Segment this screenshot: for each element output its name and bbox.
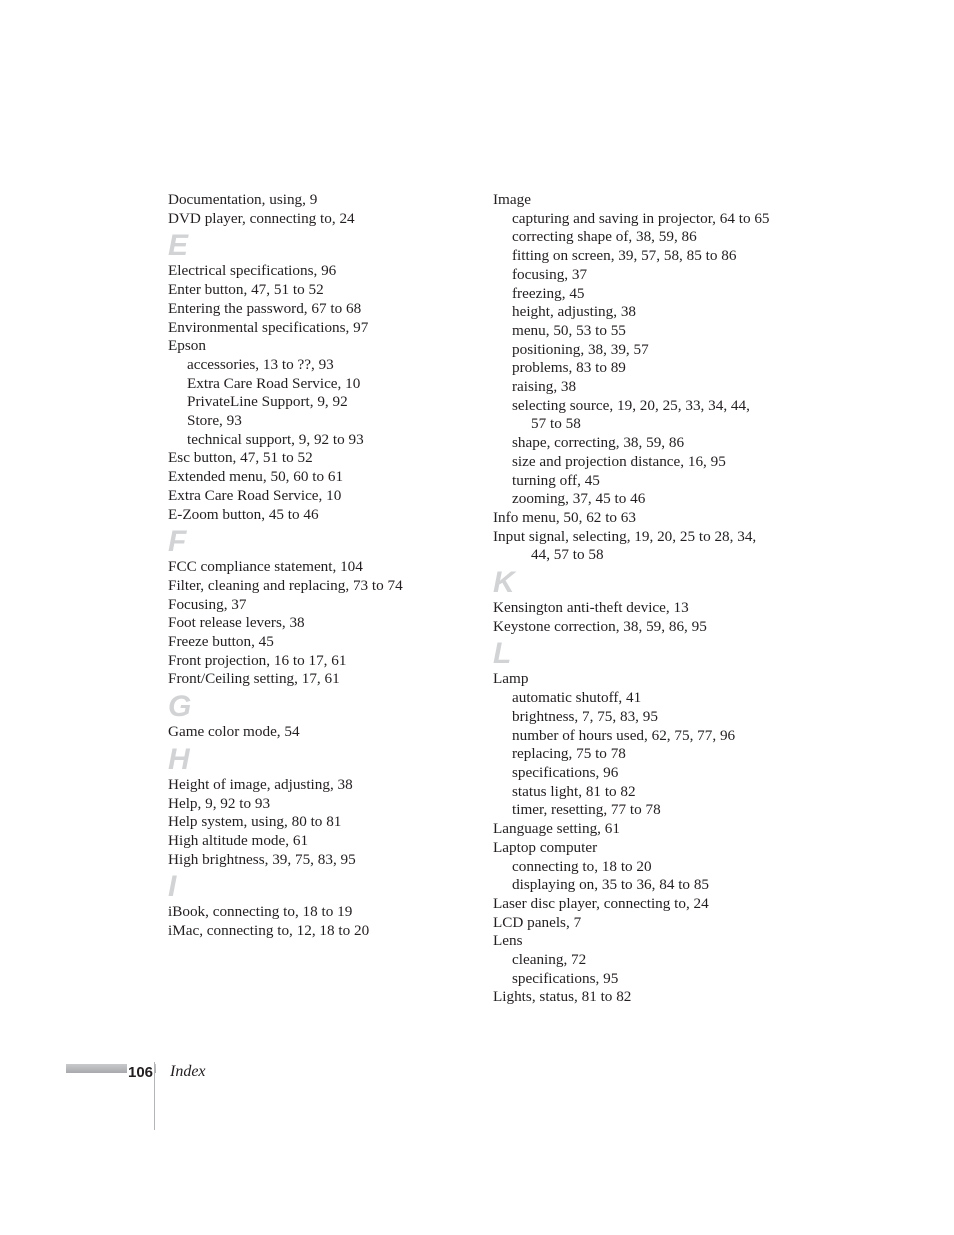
section-letter-heading: E bbox=[168, 229, 189, 263]
index-subentry: displaying on, 35 to 36, 84 to 85 bbox=[512, 876, 710, 894]
index-entry: Lens bbox=[493, 932, 523, 950]
section-letter-heading: H bbox=[168, 742, 190, 776]
page-number: 106 bbox=[128, 1064, 154, 1081]
index-entry: Lights, status, 81 to 82 bbox=[493, 988, 632, 1006]
index-entry: Front projection, 16 to 17, 61 bbox=[168, 651, 347, 669]
index-entry: iBook, connecting to, 18 to 19 bbox=[168, 903, 353, 921]
index-column-left bbox=[168, 191, 468, 941]
index-subentry: fitting on screen, 39, 57, 58, 85 to 86 bbox=[512, 247, 737, 265]
section-letter-heading: L bbox=[493, 637, 512, 671]
index-subentry: raising, 38 bbox=[512, 378, 577, 396]
index-entry-continuation: 57 to 58 bbox=[531, 415, 581, 433]
index-entry: Entering the password, 67 to 68 bbox=[168, 299, 362, 317]
index-subentry: status light, 81 to 82 bbox=[512, 782, 636, 800]
index-entry: Info menu, 50, 62 to 63 bbox=[493, 508, 636, 526]
index-entry: Environmental specifications, 97 bbox=[168, 318, 369, 336]
index-entry: Game color mode, 54 bbox=[168, 723, 300, 741]
index-entry: Focusing, 37 bbox=[168, 595, 247, 613]
index-subentry: size and projection distance, 16, 95 bbox=[512, 452, 726, 470]
index-subentry: turning off, 45 bbox=[512, 471, 600, 489]
section-letter-heading: F bbox=[168, 525, 187, 559]
index-entry: Extra Care Road Service, 10 bbox=[168, 486, 342, 504]
index-entry: Esc button, 47, 51 to 52 bbox=[168, 449, 313, 467]
index-entry: Image bbox=[493, 191, 531, 208]
index-subentry: specifications, 95 bbox=[512, 969, 619, 987]
index-entry: High brightness, 39, 75, 83, 95 bbox=[168, 850, 356, 868]
index-subentry: problems, 83 to 89 bbox=[512, 359, 626, 377]
index-subentry: zooming, 37, 45 to 46 bbox=[512, 490, 646, 508]
index-subentry: shape, correcting, 38, 59, 86 bbox=[512, 434, 685, 452]
index-subentry: PrivateLine Support, 9, 92 bbox=[187, 393, 348, 411]
index-subentry: Extra Care Road Service, 10 bbox=[187, 374, 361, 392]
index-entry: Laptop computer bbox=[493, 838, 598, 856]
index-subentry: positioning, 38, 39, 57 bbox=[512, 340, 649, 358]
index-subentry: freezing, 45 bbox=[512, 284, 585, 302]
index-entry: iMac, connecting to, 12, 18 to 20 bbox=[168, 922, 370, 940]
index-entry: Electrical specifications, 96 bbox=[168, 262, 337, 280]
index-entry: Height of image, adjusting, 38 bbox=[168, 775, 353, 793]
index-entry: High altitude mode, 61 bbox=[168, 831, 309, 849]
index-entry: Enter button, 47, 51 to 52 bbox=[168, 281, 324, 299]
section-letter-heading: K bbox=[493, 566, 515, 600]
index-subentry: technical support, 9, 92 to 93 bbox=[187, 430, 364, 448]
index-subentry: automatic shutoff, 41 bbox=[512, 689, 642, 707]
index-subentry: menu, 50, 53 to 55 bbox=[512, 321, 626, 339]
index-entry: E-Zoom button, 45 to 46 bbox=[168, 505, 319, 523]
index-subentry: selecting source, 19, 20, 25, 33, 34, 44, bbox=[512, 396, 750, 414]
index-subentry: height, adjusting, 38 bbox=[512, 303, 637, 321]
index-entry: Kensington anti-theft device, 13 bbox=[493, 599, 689, 617]
index-subentry: replacing, 75 to 78 bbox=[512, 745, 626, 763]
index-subentry: number of hours used, 62, 75, 77, 96 bbox=[512, 726, 736, 744]
index-entry: Keystone correction, 38, 59, 86, 95 bbox=[493, 617, 707, 635]
index-entry: Documentation, using, 9 bbox=[168, 191, 318, 208]
footer-divider bbox=[154, 1062, 155, 1130]
index-entry: Freeze button, 45 bbox=[168, 633, 274, 651]
index-entry: Front/Ceiling setting, 17, 61 bbox=[168, 670, 340, 688]
section-label: Index bbox=[170, 1063, 206, 1080]
index-subentry: timer, resetting, 77 to 78 bbox=[512, 801, 661, 819]
index-entry: Help, 9, 92 to 93 bbox=[168, 794, 271, 812]
section-letter-heading: G bbox=[168, 690, 192, 724]
index-subentry: capturing and saving in projector, 64 to 65 bbox=[512, 209, 770, 227]
index-column-right bbox=[493, 191, 803, 1007]
index-entry: Input signal, selecting, 19, 20, 25 to 28, 34, bbox=[493, 527, 757, 545]
index-entry: Lamp bbox=[493, 670, 529, 688]
index-subentry: specifications, 96 bbox=[512, 763, 619, 781]
index-subentry: brightness, 7, 75, 83, 95 bbox=[512, 707, 658, 725]
index-subentry: accessories, 13 to ??, 93 bbox=[187, 355, 334, 373]
index-subentry: Store, 93 bbox=[187, 412, 242, 430]
index-entry: Epson bbox=[168, 337, 206, 355]
index-entry: Help system, using, 80 to 81 bbox=[168, 813, 342, 831]
index-entry: Laser disc player, connecting to, 24 bbox=[493, 894, 709, 912]
index-subentry: cleaning, 72 bbox=[512, 951, 587, 969]
index-entry: LCD panels, 7 bbox=[493, 913, 582, 931]
index-entry-continuation: 44, 57 to 58 bbox=[531, 546, 604, 564]
index-entry: Language setting, 61 bbox=[493, 820, 620, 838]
index-entry: Filter, cleaning and replacing, 73 to 74 bbox=[168, 576, 403, 594]
index-subentry: correcting shape of, 38, 59, 86 bbox=[512, 228, 697, 246]
index-entry: FCC compliance statement, 104 bbox=[168, 558, 363, 576]
index-subentry: connecting to, 18 to 20 bbox=[512, 857, 652, 875]
section-letter-heading: I bbox=[168, 870, 177, 904]
index-entry: DVD player, connecting to, 24 bbox=[168, 209, 355, 227]
index-entry: Extended menu, 50, 60 to 61 bbox=[168, 468, 344, 486]
index-entry: Foot release levers, 38 bbox=[168, 614, 305, 632]
index-subentry: focusing, 37 bbox=[512, 265, 588, 283]
